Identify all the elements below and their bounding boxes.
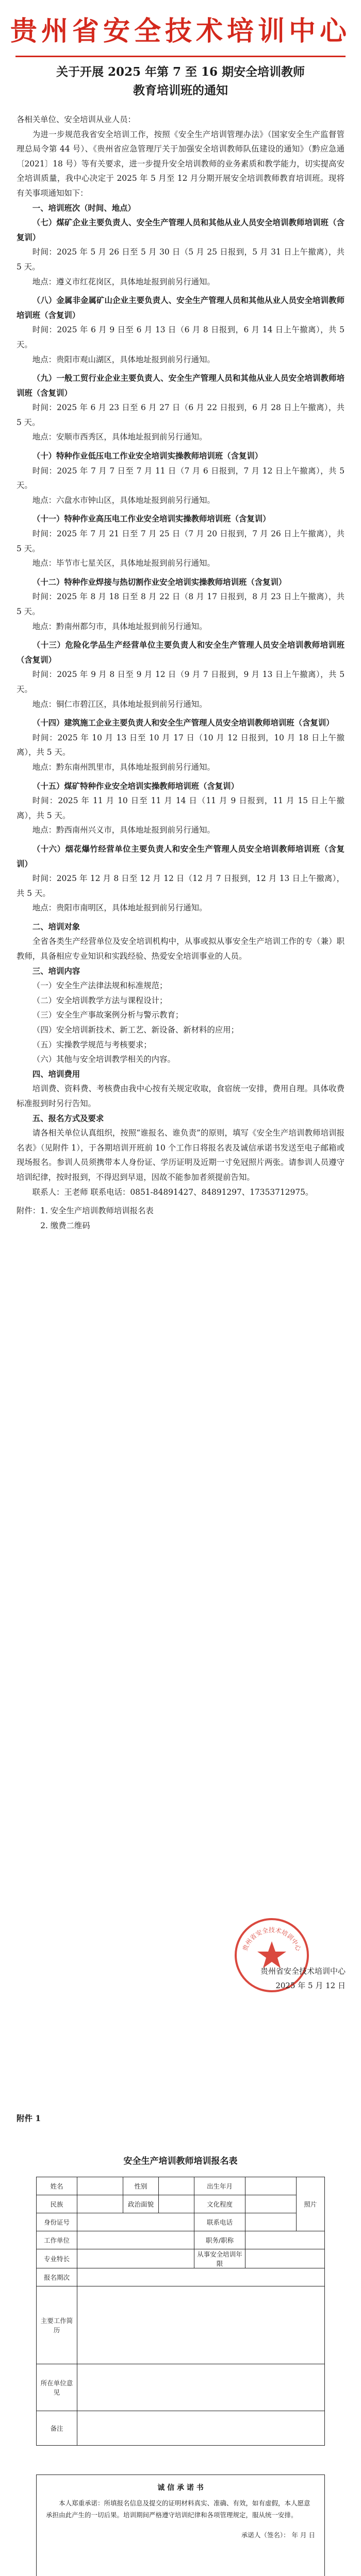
- form-cell[interactable]: [77, 2249, 194, 2268]
- class-list: [17, 215, 344, 916]
- form-cell: 出生年月: [194, 2177, 245, 2195]
- sign-date: 2025 年 5 月 12 日: [275, 1981, 346, 1990]
- target-paragraph: 全省各类生产经营单位及安全培训机构中，从事或拟从事安全生产培训工作的专（兼）职教师，具备相应专业知识和实践经验、热爱安全培训事业的人员。: [17, 937, 344, 961]
- section-4-heading: 四、培训费用: [32, 1069, 80, 1079]
- intro-paragraph: 为进一步规范我省安全培训工作，按照《安全生产培训管理办法》（国家安全生产监督管理总局令第 44 号）、《贵州省应急管理厅关于加强安全培训教师队伍建设的通知》（黔应急通〔2021〕18 号）等有关要求，进一步提升安全培训教师的业务素质和教学能力，切实提高安全培训质量，我中心决定于 2025 年 5 月至 12 月分期开展安全培训教师教育培训班。现将有关事项通知如下：: [17, 129, 344, 198]
- class-time: 时间：2025 年 12 月 8 日至 12 月 12 日（12 月 7 日报到，12 月 13 日上午撤离），共 5 天。: [17, 874, 344, 898]
- form-cell: 专业特长: [37, 2249, 77, 2268]
- table-row: [37, 2268, 325, 2286]
- form-cell: 政治面貌: [123, 2195, 159, 2213]
- form-cell: 从事安全培训年限: [194, 2249, 245, 2268]
- section-2-heading: 二、培训对象: [32, 922, 80, 931]
- form-cell[interactable]: [245, 2249, 325, 2268]
- attachment-1-label: 附件 1: [17, 2113, 41, 2123]
- form-cell[interactable]: [159, 2195, 194, 2213]
- table-row: [37, 2177, 325, 2195]
- class-time: 时间：2025 年 6 月 9 日至 6 月 13 日（6 月 8 日报到，6 月 14 日上午撤离），共 5 天。: [17, 325, 344, 349]
- title-line-1: 关于开展 2025 年第 7 至 16 期安全培训教师: [56, 65, 305, 79]
- section-3-heading: 三、培训内容: [32, 966, 80, 976]
- fee-paragraph: 培训费、资料费、考核费由我中心按有关规定收取，食宿统一安排，费用自理。具体收费标准报到时另行告知。: [17, 1084, 344, 1108]
- class-place: 地点：遵义市红花岗区，具体地址报到前另行通知。: [32, 277, 215, 286]
- attachment-line: 附件：1. 安全生产培训教师培训报名表: [17, 1206, 154, 1216]
- class-time: 时间：2025 年 10 月 13 日至 10 月 17 日（10 月 12 日报到，10 月 18 日上午撤离），共 5 天。: [17, 733, 344, 757]
- class-name: （十一）特种作业高压电工作业安全培训实操教师培训班（含复训）: [32, 514, 271, 524]
- form-cell: 身份证号: [37, 2213, 77, 2231]
- content-item: （六）其他与安全培训教学相关的内容。: [32, 1055, 175, 1064]
- class-name: （十三）危险化学品生产经营单位主要负责人和安全生产管理人员安全培训教师培训班（含复训）: [17, 640, 344, 665]
- form-cell[interactable]: [77, 2177, 123, 2195]
- form-cell: 主要工作简历: [37, 2286, 77, 2364]
- attachment-line: 2. 缴费二维码: [40, 1221, 90, 1230]
- class-time: 时间：2025 年 5 月 26 日至 5 月 30 日（5 月 25 日报到，5 月 31 日上午撤离），共 5 天。: [17, 247, 344, 272]
- title-line-2: 教育培训班的通知: [133, 83, 228, 97]
- form-cell: 备注: [37, 2411, 77, 2446]
- organization-name: 贵州省安全技术培训中心: [10, 17, 351, 46]
- class-place: 地点：贵阳市南明区，具体地址报到前另行通知。: [32, 903, 207, 913]
- class-place: 地点：六盘水市钟山区，具体地址报到前另行通知。: [32, 495, 215, 505]
- pledge-text: 本人郑重承诺：所填报名信息及提交的证明材料真实、准确、有效，如有虚假，本人愿意承担由此产生的一切后果。培训期间严格遵守培训纪律和各项管理规定，服从统一安排。: [46, 2499, 310, 2519]
- seal-text: 贵州省安全技术培训中心: [241, 1926, 303, 1952]
- table-row: [37, 2411, 325, 2446]
- pledge-signature-line: 承诺人（签名）： 年 月 日: [241, 2531, 315, 2539]
- photo-cell: 照片: [297, 2177, 325, 2231]
- section-5-heading: 五、报名方式及要求: [32, 1113, 104, 1123]
- sign-organization: 贵州省安全技术培训中心: [260, 1967, 346, 1976]
- class-name: （十六）烟花爆竹经营单位主要负责人和安全生产管理人员安全培训教师培训班（含复训）: [17, 844, 344, 869]
- form-cell: 报名期次: [37, 2268, 77, 2286]
- class-place: 地点：铜仁市碧江区，具体地址报到前另行通知。: [32, 699, 207, 709]
- pledge-heading: 诚 信 承 诺 书: [157, 2484, 204, 2492]
- form-cell: 工作单位: [37, 2231, 77, 2249]
- class-place: 地点：黔东南州凯里市，具体地址报到前另行通知。: [32, 762, 215, 772]
- table-row: [37, 2364, 325, 2411]
- integrity-pledge: [36, 2475, 325, 2576]
- class-name: （十二）特种作业焊接与热切割作业安全培训实操教师培训班（含复训）: [32, 577, 287, 587]
- class-time: 时间：2025 年 7 月 21 日至 7 月 25 日（7 月 20 日报到，7 月 26 日上午撤离），共 5 天。: [17, 529, 344, 553]
- registration-form: [36, 2177, 325, 2446]
- form-cell: 民族: [37, 2195, 77, 2213]
- class-place: 地点：毕节市七星关区，具体地址报到前另行通知。: [32, 558, 215, 568]
- class-time: 时间：2025 年 8 月 18 日至 8 月 22 日（8 月 17 日报到，8 月 23 日上午撤离），共 5 天。: [17, 592, 344, 616]
- class-time: 时间：2025 年 9 月 8 日至 9 月 12 日（9 月 7 日报到，9 月 13 日上午撤离），共 5 天。: [17, 670, 344, 694]
- class-time: 时间：2025 年 7 月 7 日至 7 月 11 日（7 月 6 日报到，7 月 12 日上午撤离），共 5 天。: [17, 466, 344, 490]
- class-time: 时间：2025 年 6 月 23 日至 6 月 27 日（6 月 22 日报到，6 月 28 日上午撤离），共 5 天。: [17, 403, 344, 427]
- letterhead: [0, 0, 361, 49]
- class-name: （九）一般工贸行业企业主要负责人、安全生产管理人员和其他从业人员安全培训教师培训班（含复训）: [17, 374, 344, 398]
- section-1-heading: 一、培训班次（时间、地点）: [32, 203, 136, 213]
- signature-block: [196, 1964, 346, 1993]
- class-place: 地点：黔西南州兴义市，具体地址报到前另行通知。: [32, 825, 215, 835]
- class-place: 地点：黔南州都匀市，具体地址报到前另行通知。: [32, 621, 207, 631]
- class-name: （八）金属非金属矿山企业主要负责人、安全生产管理人员和其他从业人员安全培训教师培训班（含复训）: [17, 296, 344, 320]
- form-cell[interactable]: [77, 2195, 123, 2213]
- table-row: [37, 2231, 325, 2249]
- form-cell: 所在单位意见: [37, 2364, 77, 2411]
- class-time: 时间：2025 年 11 月 10 日至 11 月 14 日（11 月 9 日报到，11 月 15 日上午撤离），共 5 天。: [17, 796, 344, 820]
- form-cell[interactable]: [245, 2213, 297, 2231]
- contact-paragraph: 联系人：王老师 联系电话：0851-84891427、84891297、17353712975。: [32, 1187, 314, 1197]
- notice-title: [31, 63, 330, 100]
- table-row: [37, 2213, 325, 2231]
- class-place: 地点：贵阳市观山湖区，具体地址报到前另行通知。: [32, 354, 215, 364]
- salutation: 各相关单位、安全培训从业人员：: [17, 115, 136, 124]
- class-place: 地点：安顺市西秀区，具体地址报到前另行通知。: [32, 432, 207, 442]
- form-cell: 性别: [123, 2177, 159, 2195]
- content-item: （三）安全生产事故案例分析与警示教育；: [32, 1010, 184, 1020]
- content-item: （五）实操教学规范与考核要求；: [32, 1040, 152, 1049]
- form-cell: 姓名: [37, 2177, 77, 2195]
- table-row: [37, 2195, 325, 2213]
- form-title: 安全生产培训教师培训报名表: [123, 2156, 238, 2166]
- form-cell[interactable]: [245, 2195, 297, 2213]
- content-item: （四）安全培训新技术、新工艺、新设备、新材料的应用；: [32, 1025, 239, 1035]
- form-cell[interactable]: [77, 2213, 194, 2231]
- content-item: （二）安全培训教学方法与课程设计；: [32, 995, 168, 1005]
- form-cell: 文化程度: [194, 2195, 245, 2213]
- form-cell: 职务/职称: [194, 2231, 245, 2249]
- form-cell[interactable]: [77, 2364, 325, 2411]
- notice-body: [17, 112, 344, 1233]
- form-cell[interactable]: [77, 2286, 325, 2364]
- table-row: [37, 2249, 325, 2268]
- form-cell[interactable]: [77, 2268, 325, 2286]
- form-cell[interactable]: [77, 2231, 194, 2249]
- table-row: [37, 2286, 325, 2364]
- form-cell: 联系电话: [194, 2213, 245, 2231]
- form-cell[interactable]: [77, 2411, 325, 2446]
- form-cell[interactable]: [245, 2177, 297, 2195]
- content-item: （一）安全生产法律法规和标准规范；: [32, 981, 168, 991]
- class-name: （十四）建筑施工企业主要负责人和安全生产管理人员安全培训教师培训班（含复训）: [32, 718, 334, 728]
- red-divider: [15, 56, 346, 57]
- form-cell[interactable]: [159, 2177, 194, 2195]
- class-name: （七）煤矿企业主要负责人、安全生产管理人员和其他从业人员安全培训教师培训班（含复训）: [17, 218, 344, 242]
- class-name: （十五）煤矿特种作业安全培训实操教师培训班（含复训）: [32, 781, 239, 791]
- class-name: （十）特种作业低压电工作业安全培训实操教师培训班（含复训）: [32, 451, 263, 461]
- signup-paragraph: 请各相关单位认真组织，按照“谁报名、谁负责”的原则，填写《安全生产培训教师培训报名表》（见附件 1），于各期培训开班前 10 个工作日将报名表及诚信承诺书发送至电子邮箱或现场报名。参训人员须携带本人身份证、学历证明及近期一寸免冠照片两张。请参训人员遵守培训纪律，按时报到，不得迟到早退，因故不能参加者须提前告知。: [17, 1128, 344, 1182]
- form-cell[interactable]: [245, 2231, 325, 2249]
